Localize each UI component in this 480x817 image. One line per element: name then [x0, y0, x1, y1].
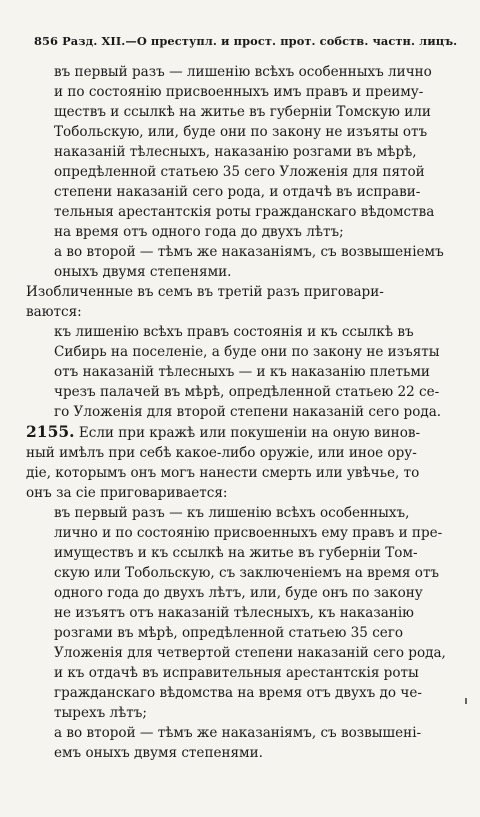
text-line: ществъ и ссылкѣ на житье въ губерніи Томскую или — [54, 104, 431, 120]
text-line: и по состоянію присвоенныхъ имъ правъ и преиму- — [54, 84, 424, 100]
text-line: Изобличенные въ семъ въ третій разъ приговари- — [26, 284, 384, 300]
text-line: къ лишенію всѣхъ правъ состоянія и къ ссылкѣ въ — [54, 324, 414, 340]
text-line: опредѣленной статьею 35 сего Уложенія для пятой — [54, 164, 425, 180]
text-line: оныхъ двумя степенями. — [54, 264, 232, 280]
text-line: а во второй — тѣмъ же наказаніямъ, съ возвышені- — [54, 725, 422, 741]
text-line: ваются: — [26, 304, 82, 320]
text-line: а во второй — тѣмъ же наказаніямъ, съ возвышеніемъ — [54, 244, 444, 260]
page-body — [26, 62, 466, 763]
text-line: скую или Тобольскую, съ заключеніемъ на время отъ — [54, 565, 440, 581]
text-line: го Уложенія для второй степени наказаній сего рода. — [54, 404, 442, 420]
text-line — [26, 422, 466, 443]
text-line: тырехъ лѣтъ; — [54, 705, 147, 721]
text-line: тельныя арестантскія роты гражданскаго вѣдомства — [54, 204, 435, 220]
article-number: 2155. — [26, 422, 75, 441]
text-paragraph — [26, 282, 466, 322]
text-line: онъ за сіе приговаривается: — [26, 485, 228, 501]
text-paragraph — [26, 62, 466, 242]
text-line: гражданскаго вѣдомства на время отъ двухъ до че- — [54, 685, 422, 701]
text-paragraph — [26, 322, 466, 422]
text-line: въ первый разъ — къ лишенію всѣхъ особенныхъ, — [54, 505, 410, 521]
text-line: на время отъ одного года до двухъ лѣтъ; — [54, 224, 344, 240]
print-mark — [465, 698, 467, 704]
text-line: розгами въ мѣрѣ, опредѣленной статьею 35 сего — [54, 625, 404, 641]
text-line: чрезъ палачей въ мѣрѣ, опредѣленной статьею 22 се- — [54, 384, 440, 400]
text-line: имуществъ и къ ссылкѣ на житье въ губерніи Том- — [54, 545, 418, 561]
text-paragraph — [26, 242, 466, 282]
text-line: и къ отдачѣ въ исправительныя арестантскія роты — [54, 665, 419, 681]
text-line: емъ оныхъ двумя степенями. — [54, 745, 263, 761]
article-paragraph — [26, 422, 466, 503]
article-first-line: Если при кражѣ или покушеніи на оную винов- — [74, 425, 421, 441]
text-line: лично и по состоянію присвоенныхъ ему правъ и пре- — [54, 525, 443, 541]
text-line: Уложенія для четвертой степени наказаній сего рода, — [54, 645, 446, 661]
running-head: 856 Разд. XII.—О преступл. и прост. прот. собств. частн. лицъ. — [34, 34, 458, 48]
text-line: отъ наказаній тѣлесныхъ — и къ наказанію плетьми — [54, 364, 430, 380]
text-line: Сибирь на поселеніе, а буде они по закону не изъяты — [54, 344, 440, 360]
text-paragraph — [26, 723, 466, 763]
text-paragraph — [26, 503, 466, 723]
text-line: не изъятъ отъ наказаній тѣлесныхъ, къ наказанію — [54, 605, 414, 621]
text-line: наказаній тѣлесныхъ, наказанію розгами въ мѣрѣ, — [54, 144, 417, 160]
text-line: ный имѣлъ при себѣ какое-либо оружіе, или иное ору- — [26, 445, 417, 461]
text-line: одного года до двухъ лѣтъ, или, буде онъ по закону — [54, 585, 423, 601]
text-line: діе, которымъ онъ могъ нанести смерть или увѣчье, то — [26, 465, 420, 481]
text-line: степени наказаній сего рода, и отдачѣ въ исправи- — [54, 184, 421, 200]
text-line: въ первый разъ — лишенію всѣхъ особенныхъ лично — [54, 64, 432, 80]
text-line: Тобольскую, или, буде они по закону не изъяты отъ — [54, 124, 428, 140]
